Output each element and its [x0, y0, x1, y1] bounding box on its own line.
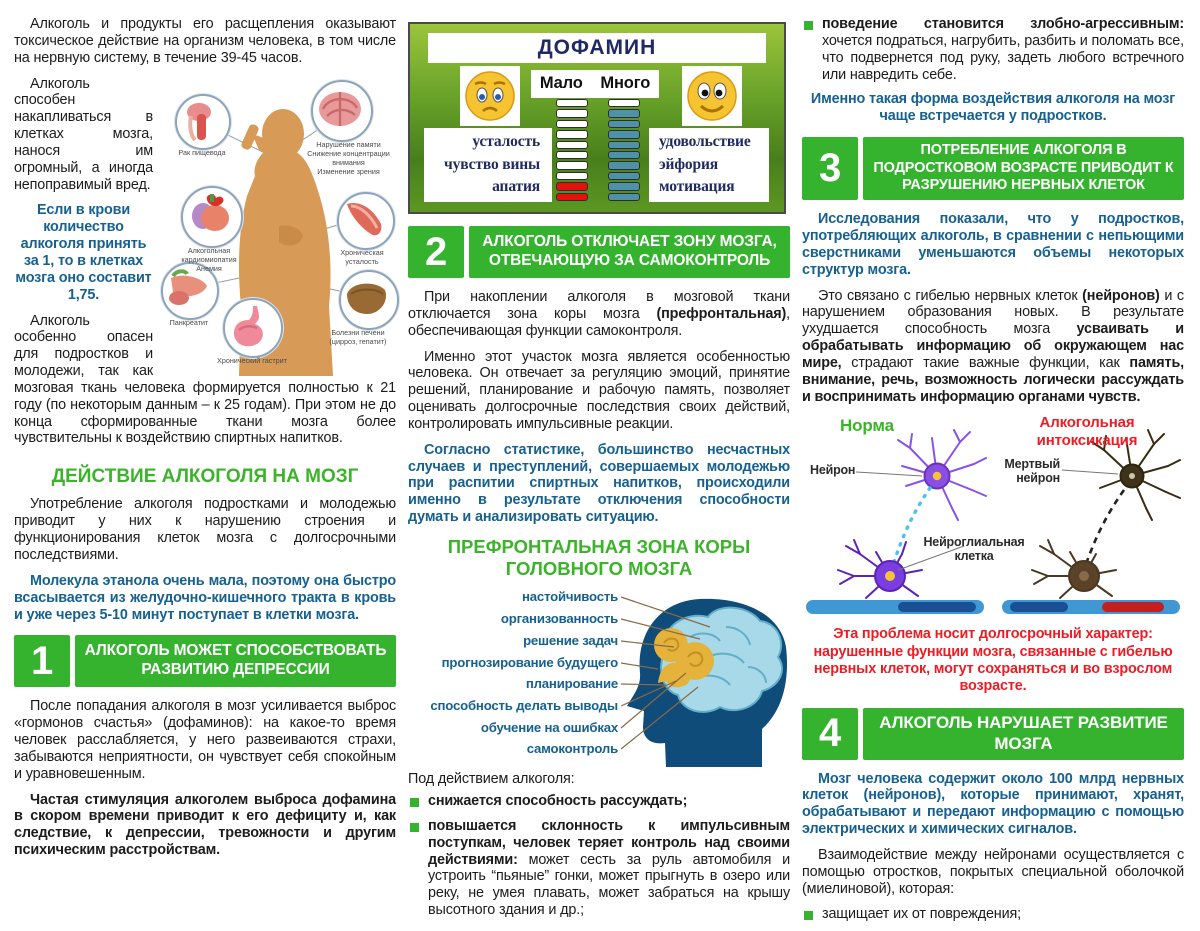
paragraph: Алкоголь особенно опасен для подростков и молодежи, так как мозговая ткань человека формируется полностью к 21 году (по некоторым данным – к 25 годам). При этом не до конца сформированные ткани мозга более чувствительны к воздействию спиртных напитков. [14, 312, 396, 447]
middle-column [408, 16, 790, 931]
organ-label: Хронический гастрит [217, 355, 287, 365]
malo-label: Мало [539, 74, 583, 93]
section-title: АЛКОГОЛЬ ОТКЛЮЧАЕТ ЗОНУ МОЗГА, ОТВЕЧАЮЩУЮ ЗА САМОКОНТРОЛЬ [469, 226, 790, 278]
red-warning-paragraph: Эта проблема носит долгосрочный характер: нарушенные функции мозга, связанные с гибелью нервных клеток, могут сохраняться и во взрослом возрасте. [813, 626, 1173, 695]
high-dopamine-words: удовольствие эйфория мотивация [649, 128, 769, 202]
section-1-bar [14, 635, 396, 687]
blue-paragraph: Молекула этанола очень мала, поэтому она быстро всасывается из желудочно-кишечного тракта в кровь и уже через 5-10 минут поступает в клетки мозга. [14, 572, 396, 623]
low-dopamine-words: усталость чувство вины апатия [424, 128, 552, 202]
list-item: поведение становится злобно-агрессивным: хочется подраться, нагрубить, разбить и поломать все, что подвернется под руку, задеть любого встречного или навредить себе. [802, 16, 1184, 83]
brain-function-label: обучение на ошибках [480, 720, 618, 736]
happy-emoji-icon [682, 66, 742, 126]
neuron-comparison-diagram [802, 414, 1184, 622]
blue-paragraph: Исследования показали, что у подростков, употребляющих алкоголь, в сравнении с непьющими сверстниками уменьшаются объемы некоторых структур мозга. [802, 211, 1184, 278]
list-item: защищает их от повреждения; [802, 906, 1184, 923]
dopamine-title: ДОФАМИН [428, 33, 766, 63]
organ-label: Рак пищевода [178, 147, 226, 157]
brain-organ-icon [311, 80, 373, 142]
wrap-zone [14, 76, 396, 457]
brain-function-label: настойчивость [522, 589, 618, 605]
list-item: снижается способность рассуждать; [408, 793, 790, 810]
paragraph: Алкоголь способен накапливаться в клетках мозга, нанося им огромный, а иногда непоправимый вред. [14, 75, 153, 193]
liver-organ-icon [339, 270, 399, 330]
brain-function-label: организованность [500, 611, 618, 627]
intro-paragraph: Алкоголь и продукты его расщепления оказывают токсическое действие на организм человека, в том числе на нервную систему, в течение 39-45 часов. [14, 16, 396, 66]
norm-title: Норма [840, 416, 894, 436]
bar-labels-strip [531, 70, 659, 98]
brain-function-label: решение задач [523, 633, 618, 649]
paragraph: После попадания алкоголя в мозг усиливается выброс «гормонов счастья» (дофаминов): на какое-то время человек расслабляется, у него развеиваются страхи, забываются неприятности, он чувствует себя спокойным и уравновешенным. [14, 698, 396, 782]
blue-paragraph: Согласно статистике, большинство несчастных случаев и преступлений, совершаемых молодежью при распитии спиртных напитков, происходили именно в результате отключения способности думать и анализировать ситуацию. [408, 441, 790, 526]
esophagus-organ-icon [175, 94, 231, 150]
organ-label: Нарушение памяти Снижение концентрации внимания Изменение зрения [307, 139, 390, 176]
list-item: повышается склонность к импульсивным поступкам, человек теряет контроль над своими действиями: может сесть за руль автомобиля и устроить “пьяные” гонки, может прыгнуть в озеро или реку, не умея плавать, может забраться на крышу высотного здания и др.; [408, 818, 790, 919]
paragraph: Употребление алкоголя подростками и молодежью приводит у них к нарушению строения и функционирования клеток мозга с долгосрочными последствиями. [14, 496, 396, 563]
neuron-label: Нейрон [810, 463, 856, 478]
bullet-square-icon [804, 21, 813, 30]
section-number: 3 [802, 137, 858, 200]
intoxication-title: Алкогольная интоксикация [1036, 414, 1138, 449]
section-3-bar [802, 137, 1184, 200]
mnogo-bar [608, 98, 640, 202]
left-column [14, 16, 396, 931]
heart-organ-icon [181, 186, 243, 248]
section-number: 2 [408, 226, 464, 278]
blue-note: Если в крови количество алкоголя принять за 1, то в клетках мозга оно составит 1,75. [15, 202, 152, 303]
organ-label: Болезни печени (цирроз, гепатит) [329, 327, 387, 346]
malo-bar [556, 98, 588, 202]
prefrontal-brain-diagram [408, 587, 790, 767]
section-2-bar [408, 226, 790, 278]
muscle-organ-icon [337, 192, 395, 250]
glial-cell-label: Нейроглиальная клетка [923, 535, 1025, 564]
bullet-square-icon [410, 823, 419, 832]
green-heading: ПРЕФРОНТАЛЬНАЯ ЗОНА КОРЫ ГОЛОВНОГО МОЗГА [447, 535, 751, 579]
section-title: ПОТРЕБЛЕНИЕ АЛКОГОЛЯ В ПОДРОСТКОВОМ ВОЗРАСТЕ ПРИВОДИТ К РАЗРУШЕНИЮ НЕРВНЫХ КЛЕТОК [863, 137, 1184, 200]
body-organs-diagram [161, 76, 396, 376]
organ-label: Хроническая усталость [340, 247, 384, 266]
bullet-square-icon [804, 911, 813, 920]
mnogo-label: Много [600, 74, 651, 93]
brain-function-label: способность делать выводы [430, 698, 618, 714]
bold-paragraph: Частая стимуляция алкоголем выброса дофамина в скором времени приводит к его дефициту и, как следствие, к депрессии, тревожности и другим психическим расстройствам. [14, 791, 396, 859]
paragraph: При накоплении алкоголя в мозговой ткани отключается зона коры мозга (префронтальная), обеспечивающая функции самоконтроля. [408, 289, 790, 339]
paragraph: Именно этот участок мозга является особенностью человека. Он отвечает за регуляцию эмоций, принятие решений, планирование и рабочую память, позволяет оценивать долгосрочные последствия своих действий, контролировать импульсивные реакции. [408, 348, 790, 432]
sad-emoji-icon [460, 66, 520, 126]
bullet-square-icon [410, 798, 419, 807]
section-title: АЛКОГОЛЬ НАРУШАЕТ РАЗВИТИЕ МОЗГА [863, 708, 1184, 760]
paragraph: Это связано с гибелью нервных клеток (нейронов) и с нарушением образования новых. В результате ухудшается способность мозга усваивать и обрабатывать информацию об окружающем нас мире, страдают такие важные функции, как память, внимание, речь, возможность логически рассуждать и воспринимать информацию органами чувств. [802, 287, 1184, 405]
brain-function-label: прогнозирование будущего [441, 655, 618, 671]
dead-neuron-label: Мертвый нейрон [1004, 457, 1060, 486]
organ-label: Алкогольная кардиомиопатия Анемия [181, 245, 237, 273]
list-intro: Под действием алкоголя: [408, 771, 575, 788]
organ-label: Панкреатит [169, 317, 209, 327]
blue-note: Именно такая форма воздействия алкоголя на мозг чаще встречается у подростков. [810, 91, 1176, 125]
paragraph: Взаимодействие между нейронами осуществляется с помощью отростков, покрытых специальной оболочкой (миелиновой), которая: [802, 846, 1184, 897]
brain-function-label: планирование [525, 676, 618, 692]
right-column [802, 16, 1184, 931]
section-number: 1 [14, 635, 70, 687]
section-title: АЛКОГОЛЬ МОЖЕТ СПОСОБСТВОВАТЬ РАЗВИТИЮ ДЕПРЕССИИ [75, 635, 396, 687]
section-4-bar [802, 708, 1184, 760]
section-number: 4 [802, 708, 858, 760]
blue-paragraph: Мозг человека содержит около 100 млрд нервных клеток (нейронов), которые принимают, хранят, обрабатывают и передают информацию с помощью электрических и химических сигналов. [802, 770, 1184, 838]
stomach-organ-icon [223, 298, 283, 358]
green-heading: ДЕЙСТВИЕ АЛКОГОЛЯ НА МОЗГ [51, 466, 359, 488]
brain-function-label: самоконтроль [526, 741, 618, 757]
dopamine-infographic [408, 22, 786, 214]
